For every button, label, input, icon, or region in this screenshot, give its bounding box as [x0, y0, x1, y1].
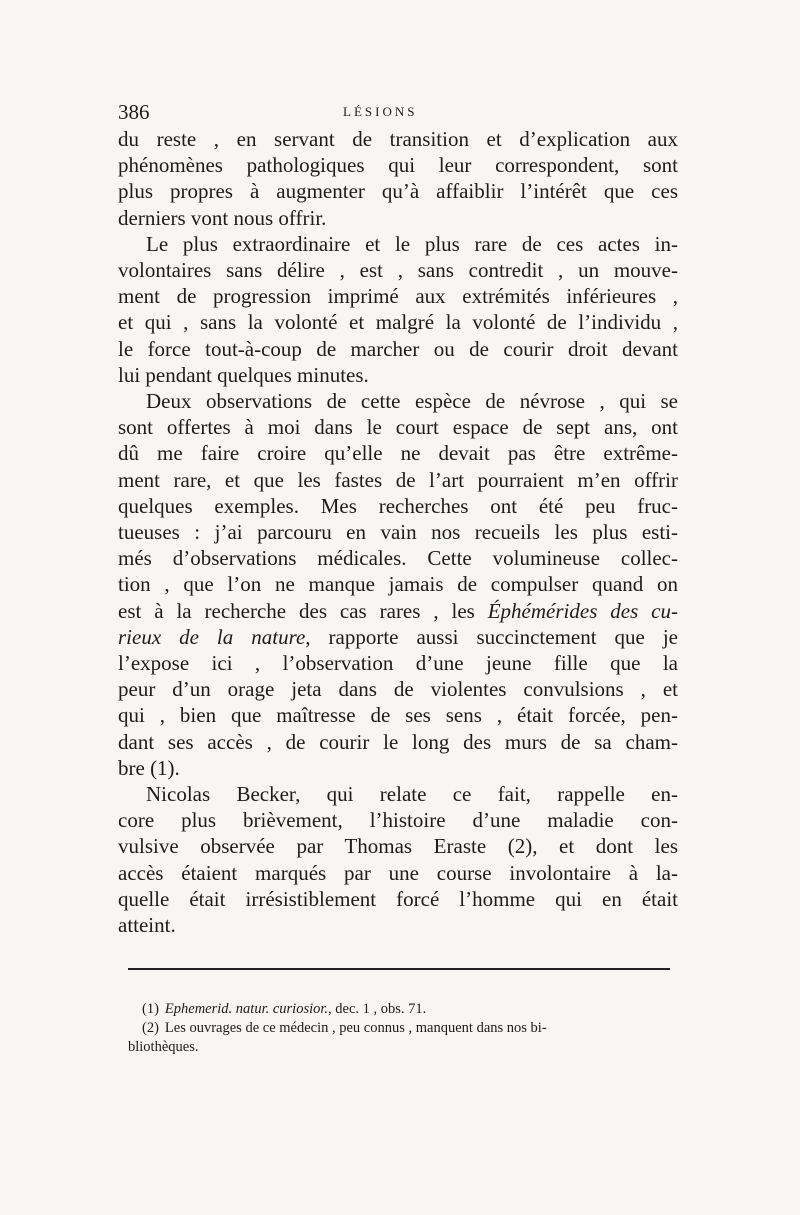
text-fragment: est à la recherche des cas rares , les [118, 598, 475, 623]
text-line: le force tout-à-coup de marcher ou de courir droit devant [118, 336, 678, 361]
text-line: l’expose ici , l’observation d’une jeune fille que la [118, 651, 678, 676]
footnote-number: (2) [142, 1020, 159, 1036]
text-line: Deux observations de cette espèce de névrose , qui se [146, 389, 678, 414]
footnote-citation: Ephemerid. natur. curiosior. [164, 1001, 329, 1017]
footnote-rule [128, 968, 670, 970]
text-line: qui , bien que maîtresse de ses sens , était forcée, pen- [118, 703, 678, 728]
paragraph [118, 126, 678, 231]
running-title: LÉSIONS [343, 104, 418, 119]
text-line: peur d’un orage jeta dans de violentes convulsions , et [118, 677, 678, 702]
text-line: du reste , en servant de transition et d’explication aux [118, 127, 678, 151]
text-line: volontaires sans délire , est , sans contredit , un mouve- [118, 258, 678, 283]
footnote [128, 1019, 680, 1038]
text-line: accès étaient marqués par une course involontaire à la- [118, 860, 678, 885]
text-line: ment de progression imprimé aux extrémités inférieures , [118, 284, 678, 309]
text-line: et qui , sans la volonté et malgré la volonté de l’individu , [118, 310, 678, 335]
text-line: bre (1). [118, 755, 180, 780]
text-line: sont offertes à moi dans le court espace de sept ans, ont [118, 415, 678, 440]
text-line: lui pendant quelques minutes. [118, 362, 369, 387]
italic-title: Éphémérides des cu- [487, 598, 678, 623]
footnotes [128, 1000, 680, 1057]
text-line: Nicolas Becker, qui relate ce fait, rappelle en- [146, 782, 678, 807]
text-line-with-italic [118, 598, 678, 624]
body-text [118, 126, 678, 938]
book-page [118, 100, 678, 938]
text-line: core plus brièvement, l’histoire d’une maladie con- [118, 808, 678, 833]
paragraph [118, 231, 678, 388]
italic-title: rieux de la nature [118, 624, 306, 649]
footnote-continuation: bliothèques. [128, 1039, 199, 1055]
footnote [128, 1000, 680, 1019]
footnote-number: (1) [142, 1001, 159, 1017]
text-line: tueuses : j’ai parcouru en vain nos recueils les plus esti- [118, 520, 678, 545]
page-header [118, 100, 678, 126]
footnote-text: , dec. 1 , obs. 71. [328, 1001, 427, 1017]
text-line: derniers vont nous offrir. [118, 205, 327, 230]
text-line: ment rare, et que les fastes de l’art pourraient m’en offrir [118, 467, 678, 492]
text-line: quelques exemples. Mes recherches ont été peu fruc- [118, 493, 678, 518]
text-line-with-italic [118, 624, 678, 650]
text-line: dû me faire croire qu’elle ne devait pas être extrême- [118, 441, 678, 466]
text-line: dant ses accès , de courir le long des murs de sa cham- [118, 729, 678, 754]
text-line: atteint. [118, 913, 176, 938]
text-line: més d’observations médicales. Cette volumineuse collec- [118, 546, 678, 571]
text-line: tion , que l’on ne manque jamais de compulser quand on [118, 572, 678, 597]
text-line: Le plus extraordinaire et le plus rare de ces actes in- [146, 231, 678, 256]
text-line: quelle était irrésistiblement forcé l’homme qui en était [118, 886, 678, 911]
text-line: phénomènes pathologiques qui leur correspondent, sont [118, 153, 678, 178]
paragraph [118, 781, 678, 938]
text-fragment: , rapporte aussi succinctement que je [305, 624, 678, 649]
page-number: 386 [118, 100, 150, 124]
paragraph [118, 388, 678, 781]
text-line: vulsive observée par Thomas Eraste (2), et dont les [118, 834, 678, 859]
text-line: plus propres à augmenter qu’à affaiblir l’intérêt que ces [118, 179, 678, 204]
footnote-text: Les ouvrages de ce médecin , peu connus , manquent dans nos bi- [164, 1020, 547, 1036]
